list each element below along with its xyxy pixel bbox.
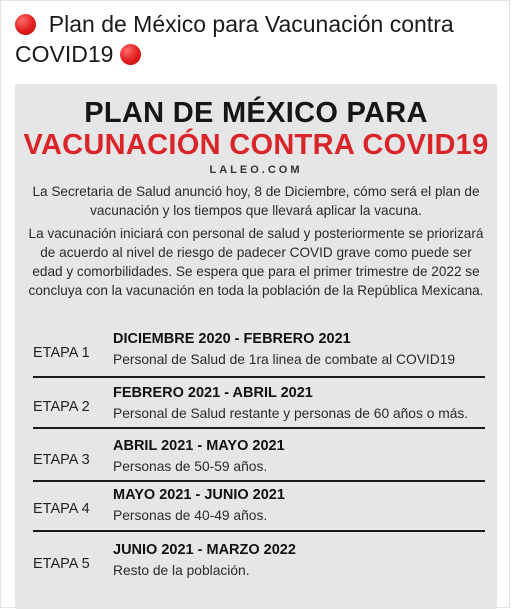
post-title: [15, 9, 495, 69]
stage-description: Personal de Salud de 1ra linea de combate al COVID19: [113, 352, 456, 367]
intro-paragraph: La Secretaria de Salud anunció hoy, 8 de Diciembre, cómo será el plan de vacunación y los tiempos que llevará aplicar la vacuna.: [32, 184, 480, 218]
stage-row: [33, 385, 493, 433]
stage-dates: ABRIL 2021 - MAYO 2021: [113, 438, 285, 454]
post-title-text: Plan de México para Vacunación contra COVID19: [15, 11, 454, 67]
headline-line2: VACUNACIÓN CONTRA COVID19: [23, 129, 489, 161]
headline-line1: PLAN DE MÉXICO PARA: [84, 97, 428, 129]
stage-name: ETAPA 1: [33, 345, 90, 361]
stage-row: [33, 542, 493, 590]
detail-paragraph: La vacunación iniciará con personal de salud y posteriormente se priorizará de acuerdo al nivel de riesgo de padecer COVID grave como puede ser edad y comorbilidades. Se espera que para el primer trimestre de 2022 se concluya con la vacunación en toda la población de la República Mexicana.: [28, 226, 484, 298]
stage-row: [33, 487, 493, 535]
stage-row: [33, 438, 493, 486]
stage-name: ETAPA 2: [33, 399, 90, 415]
stage-description: Personas de 50-59 años.: [113, 459, 268, 474]
source-label: LALEO.COM: [209, 164, 303, 176]
stage-description: Personas de 40-49 años.: [113, 508, 268, 523]
stage-name: ETAPA 5: [33, 556, 90, 572]
stage-name: ETAPA 4: [33, 501, 90, 517]
stage-dates: JUNIO 2021 - MARZO 2022: [113, 542, 296, 558]
stage-divider: [33, 530, 485, 532]
stage-dates: MAYO 2021 - JUNIO 2021: [113, 487, 285, 503]
stage-divider: [33, 427, 485, 429]
stage-dates: DICIEMBRE 2020 - FEBRERO 2021: [113, 331, 351, 347]
stage-name: ETAPA 3: [33, 452, 90, 468]
stage-divider: [33, 480, 485, 482]
stage-description: Personal de Salud restante y personas de 60 años o más.: [113, 406, 469, 421]
stage-description: Resto de la población.: [113, 563, 250, 578]
red-circle-icon: [120, 44, 141, 65]
vaccination-plan-graphic[interactable]: [15, 84, 497, 609]
stage-row: [33, 331, 493, 379]
red-circle-icon: [15, 14, 36, 35]
stage-divider: [33, 376, 485, 378]
stage-dates: FEBRERO 2021 - ABRIL 2021: [113, 385, 313, 401]
